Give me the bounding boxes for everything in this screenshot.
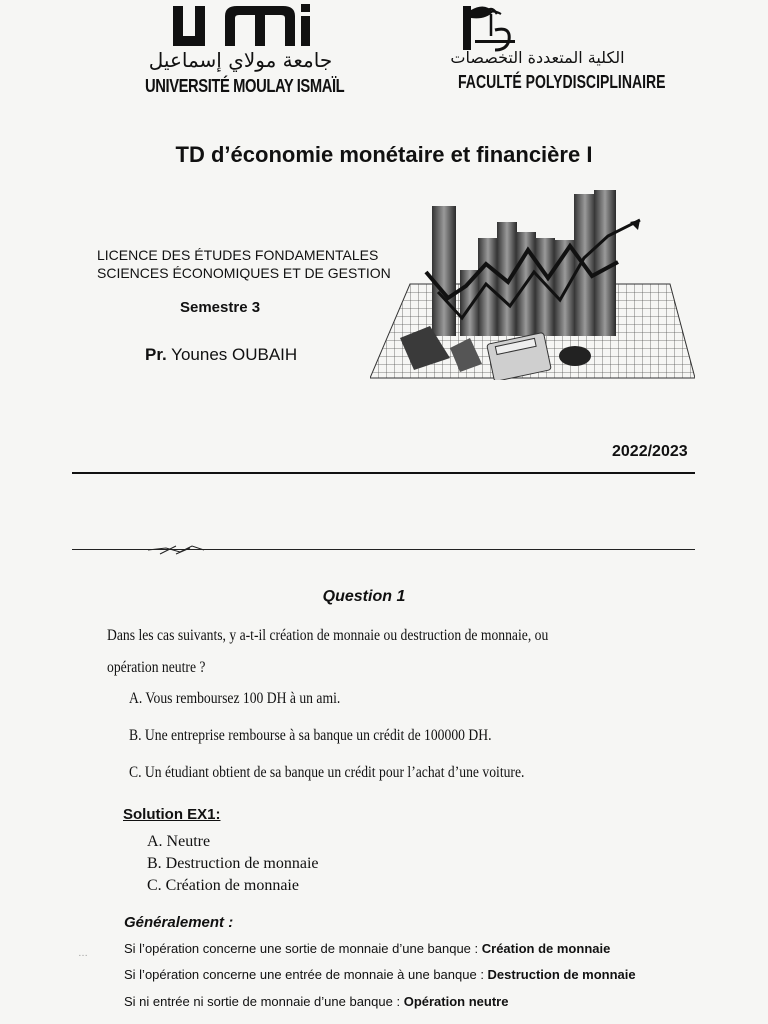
faculty-latin-name: FACULTÉ POLYDISCIPLINAIRE <box>458 72 666 92</box>
umi-logo <box>165 2 315 52</box>
solution-heading: Solution EX1: <box>123 806 221 823</box>
solution-item-b: B. Destruction de monnaie <box>147 855 319 872</box>
solution-item-c: C. Création de monnaie <box>147 877 299 894</box>
general-heading: Généralement : <box>124 914 234 931</box>
semester-label: Semestre 3 <box>180 299 261 316</box>
umi-arabic-name: جامعة مولاي إسماعيل <box>148 48 333 72</box>
pen-scribble <box>146 542 206 558</box>
rule-text: Si l’opération concerne une sortie de monnaie d’une banque : <box>124 941 482 956</box>
program-line-1: LICENCE DES ÉTUDES FONDAMENTALES <box>97 247 379 263</box>
question-text: Dans les cas suivants, y a-t-il création de monnaie ou destruction de monnaie, ou opération neutre ? <box>107 627 549 676</box>
general-rule-1 <box>124 941 610 956</box>
faculty-logo <box>455 0 525 55</box>
program-line-2: SCIENCES ÉCONOMIQUES ET DE GESTION <box>97 265 391 281</box>
general-rule-2 <box>124 967 636 982</box>
solution-item-a: A. Neutre <box>147 833 211 850</box>
professor-prefix: Pr. <box>145 345 167 364</box>
rule-result: Destruction de monnaie <box>487 967 636 982</box>
finance-chart-illustration <box>370 188 695 380</box>
program-block <box>97 246 391 282</box>
academic-year: 2022/2023 <box>612 443 688 460</box>
rule-result: Opération neutre <box>403 994 509 1009</box>
professor-fullname: Younes OUBAIH <box>171 345 298 364</box>
general-rule-3 <box>124 994 508 1009</box>
rule-text: Si ni entrée ni sortie de monnaie d’une banque : <box>124 994 404 1009</box>
divider-line <box>72 472 695 474</box>
question-item-b: B. Une entreprise rembourse à sa banque un crédit de 100000 DH. <box>129 727 492 744</box>
rule-result: Création de monnaie <box>481 941 611 956</box>
question-heading: Question 1 <box>322 588 406 605</box>
margin-mark: … <box>78 948 88 959</box>
question-item-a: A. Vous remboursez 100 DH à un ami. <box>129 690 341 707</box>
faculty-arabic-name: الكلية المتعددة التخصصات <box>450 48 625 67</box>
umi-latin-name: UNIVERSITÉ MOULAY ISMAÏL <box>145 76 345 96</box>
rule-text: Si l’opération concerne une entrée de monnaie à une banque : <box>124 967 488 982</box>
professor-name <box>145 345 297 365</box>
document-title: TD d’économie monétaire et financière I <box>175 142 593 167</box>
question-item-c: C. Un étudiant obtient de sa banque un crédit pour l’achat d’une voiture. <box>129 764 525 781</box>
